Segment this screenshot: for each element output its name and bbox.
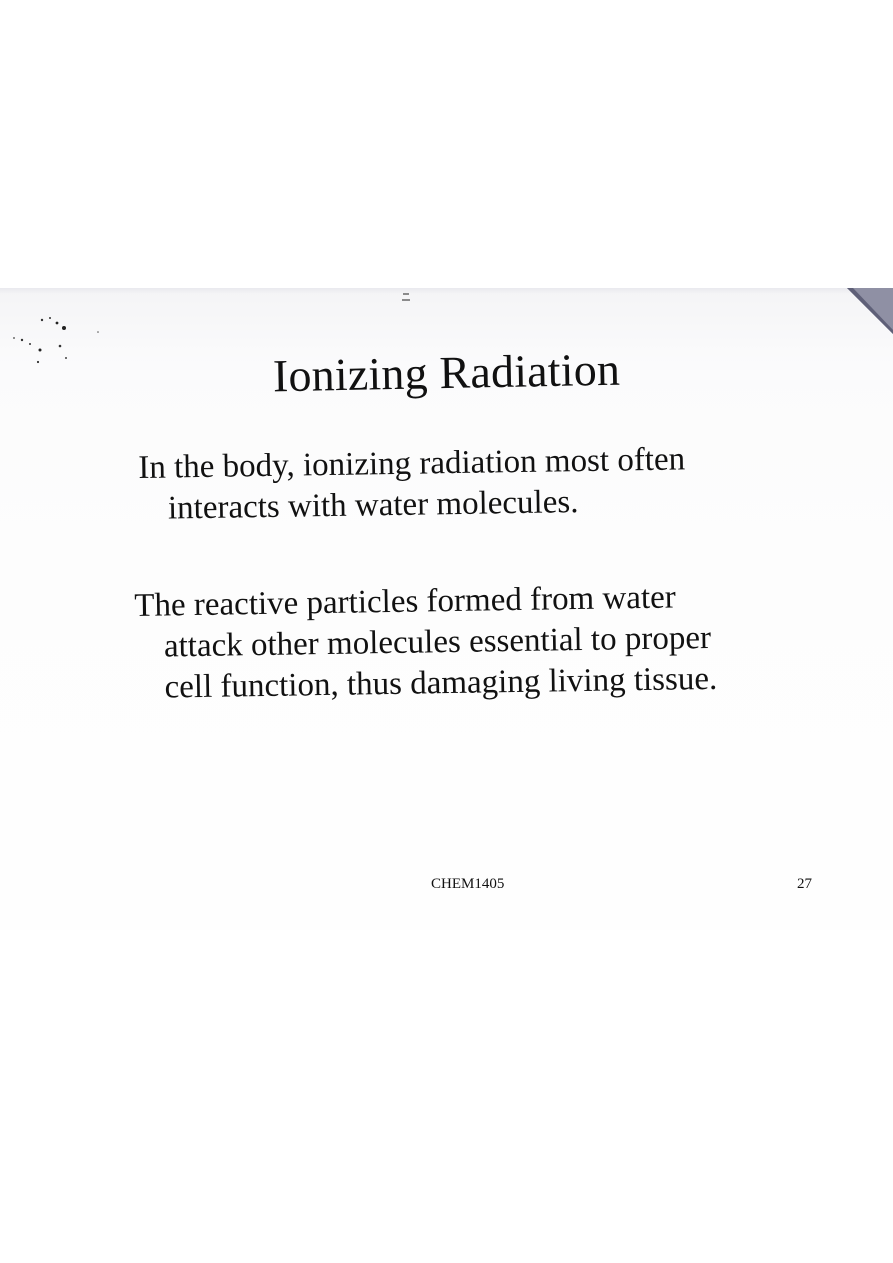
footer-page-number: 27 <box>797 876 812 892</box>
paragraph-1-line-1: In the body, ionizing radiation most often <box>138 441 686 486</box>
paragraph-2 <box>134 577 718 709</box>
slide-top-edge <box>0 288 893 294</box>
paragraph-1 <box>138 439 686 530</box>
paragraph-2-line-3: cell function, thus damaging living tissue. <box>164 660 718 706</box>
paragraph-2-line-2: attack other molecules essential to proper <box>163 619 712 665</box>
slide-printout <box>0 288 893 930</box>
slide-title: Ionizing Radiation <box>272 343 621 402</box>
folded-corner <box>847 288 893 334</box>
paragraph-2-line-1: The reactive particles formed from water <box>134 579 677 624</box>
paragraph-1-line-2: interacts with water molecules. <box>167 484 579 527</box>
scan-mark <box>400 290 412 304</box>
footer-course-code: CHEM1405 <box>431 876 505 892</box>
